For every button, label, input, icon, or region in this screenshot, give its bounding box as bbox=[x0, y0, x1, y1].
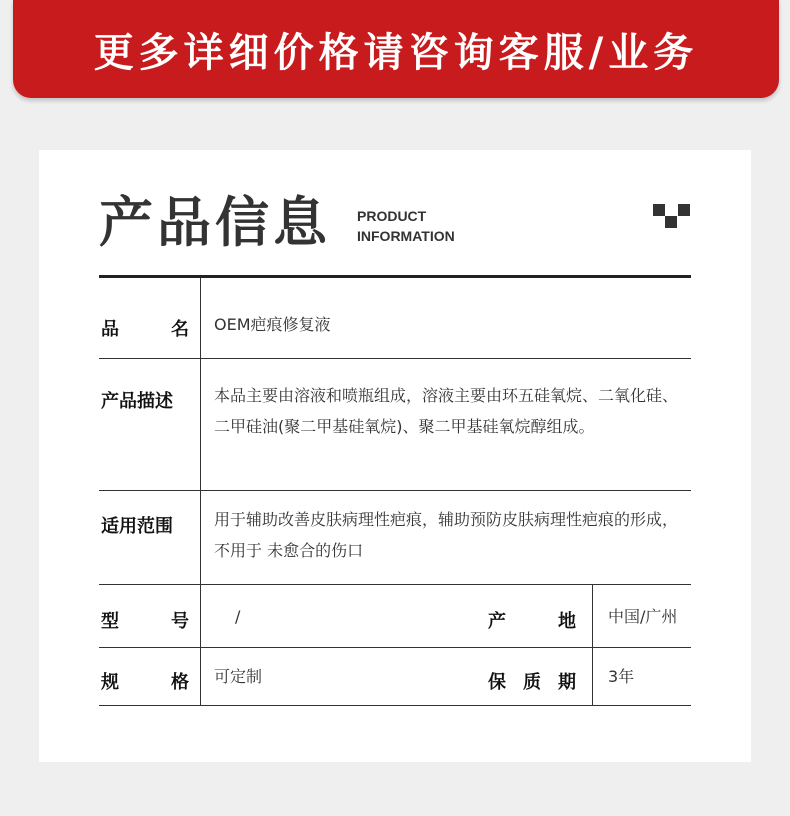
table-row-description bbox=[99, 359, 691, 491]
label-char: 格 bbox=[171, 672, 189, 693]
row-label-scope: 适用范围 bbox=[101, 516, 173, 537]
row-value-shelf-life: 3年 bbox=[608, 667, 635, 686]
row-value-model: / bbox=[235, 607, 241, 626]
label-char: 期 bbox=[558, 672, 576, 693]
column-divider bbox=[200, 491, 201, 584]
page-subtitle bbox=[357, 206, 455, 246]
page-title: 产品信息 bbox=[99, 191, 331, 254]
label-char: 规 bbox=[101, 672, 119, 693]
row-value-scope: 用于辅助改善皮肤病理性疤痕，辅助预防皮肤病理性疤痕的形成，不用于 未愈合的伤口 bbox=[214, 510, 679, 560]
row-label-origin bbox=[488, 607, 576, 633]
label-char: 名 bbox=[171, 319, 189, 340]
table-row-scope bbox=[99, 491, 691, 585]
checker-decoration-icon bbox=[653, 204, 691, 230]
label-char: 产 bbox=[488, 611, 506, 632]
row-label-model bbox=[101, 607, 189, 633]
label-char: 号 bbox=[171, 611, 189, 632]
column-divider bbox=[592, 585, 593, 647]
column-divider bbox=[200, 359, 201, 490]
column-divider bbox=[592, 648, 593, 705]
column-divider bbox=[200, 648, 201, 705]
card-header bbox=[99, 190, 691, 280]
label-char: 保 bbox=[488, 672, 506, 693]
subtitle-line-2: INFORMATION bbox=[357, 228, 455, 244]
subtitle-line-1: PRODUCT bbox=[357, 208, 427, 224]
banner-text: 更多详细价格请咨询客服/业务 bbox=[93, 29, 699, 76]
label-char: 品 bbox=[101, 319, 119, 340]
row-value-description: 本品主要由溶液和喷瓶组成，溶液主要由环五硅氧烷、二氧化硅、二甲硅油(聚二甲基硅氧烷)、聚二甲基硅氧烷醇组成。 bbox=[214, 386, 679, 436]
column-divider bbox=[200, 278, 201, 358]
info-table bbox=[99, 278, 691, 706]
label-char: 型 bbox=[101, 611, 119, 632]
row-value-origin: 中国/广州 bbox=[608, 607, 678, 626]
column-divider bbox=[200, 585, 201, 647]
row-label-spec bbox=[101, 668, 189, 694]
row-label-description: 产品描述 bbox=[101, 391, 173, 412]
label-char: 地 bbox=[558, 611, 576, 632]
label-char: 质 bbox=[523, 672, 541, 693]
row-value-spec: 可定制 bbox=[214, 667, 263, 686]
table-row-model-origin bbox=[99, 585, 691, 648]
row-label-name bbox=[101, 315, 189, 341]
promo-banner bbox=[13, 0, 779, 98]
table-row-spec-shelf-life bbox=[99, 648, 691, 706]
row-label-shelf-life bbox=[488, 668, 576, 694]
row-value-name: OEM疤痕修复液 bbox=[214, 315, 331, 334]
table-row-name bbox=[99, 278, 691, 359]
product-info-card bbox=[39, 150, 751, 762]
